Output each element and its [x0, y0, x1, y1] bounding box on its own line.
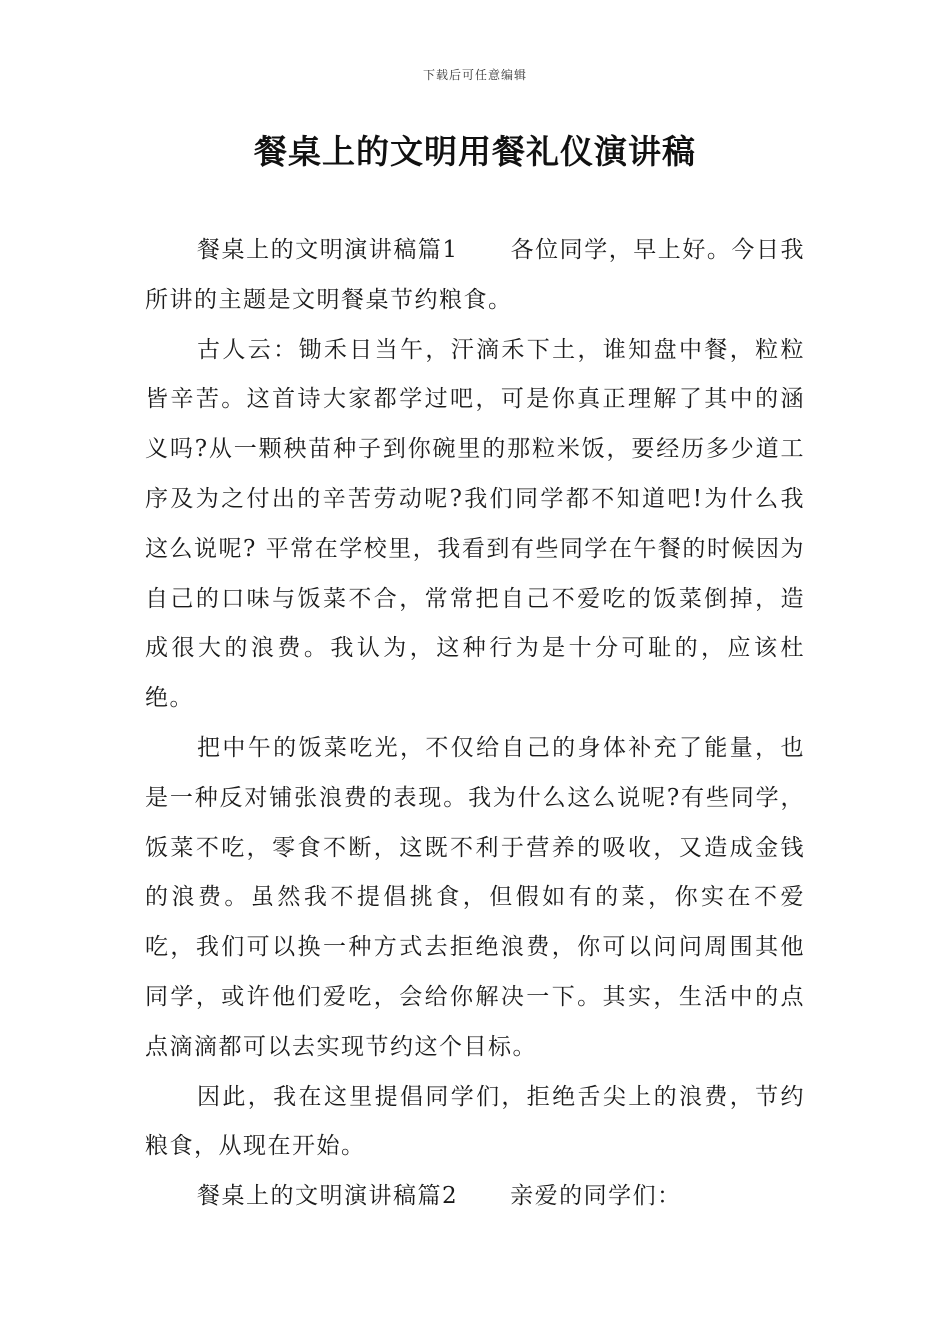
- document-body: [145, 226, 805, 1222]
- section-heading-1: 餐桌上的文明演讲稿篇1: [197, 237, 459, 263]
- paragraph-4: 因此，我在这里提倡同学们，拒绝舌尖上的浪费，节约粮食，从现在开始。: [145, 1083, 805, 1160]
- header-note: 下载后可任意编辑: [422, 68, 527, 82]
- section-heading-2: 餐桌上的文明演讲稿篇2: [197, 1183, 459, 1210]
- paragraph-text: 各位同学，早上好。今日我所讲的主题是文明餐桌节约粮食。: [145, 237, 805, 313]
- paragraph-2: 古人云：锄禾日当午，汗滴禾下土，谁知盘中餐，粒粒皆辛苦。这首诗大家都学过吧，可是你真正理解了其中的涵义吗?从一颗秧苗种子到你碗里的那粒米饭，要经历多少道工序及为之付出的辛苦劳动呢?我们同学都不知道吧!为什么我这么说呢? 平常在学校里，我看到有些同学在午餐的时候因为自己的口味与饭菜不合，常常把自己不爱吃的饭菜倒掉，造成很大的浪费。我认为，这种行为是十分可耻的，应该杜绝。: [145, 336, 805, 712]
- paragraph-5: [145, 1172, 805, 1222]
- paragraph-1: [145, 226, 805, 326]
- paragraph-text: 亲爱的同学们：: [510, 1183, 682, 1210]
- document-title: 餐桌上的文明用餐礼仪演讲稿: [254, 132, 696, 171]
- paragraph-3: 把中午的饭菜吃光，不仅给自己的身体补充了能量，也是一种反对铺张浪费的表现。我为什么这么说呢?有些同学，饭菜不吃，零食不断，这既不利于营养的吸收，又造成金钱的浪费。虽然我不提倡挑食，但假如有的菜，你实在不爱吃，我们可以换一种方式去拒绝浪费，你可以问问周围其他同学，或许他们爱吃，会给你解决一下。其实，生活中的点点滴滴都可以去实现节约这个目标。: [145, 734, 805, 1060]
